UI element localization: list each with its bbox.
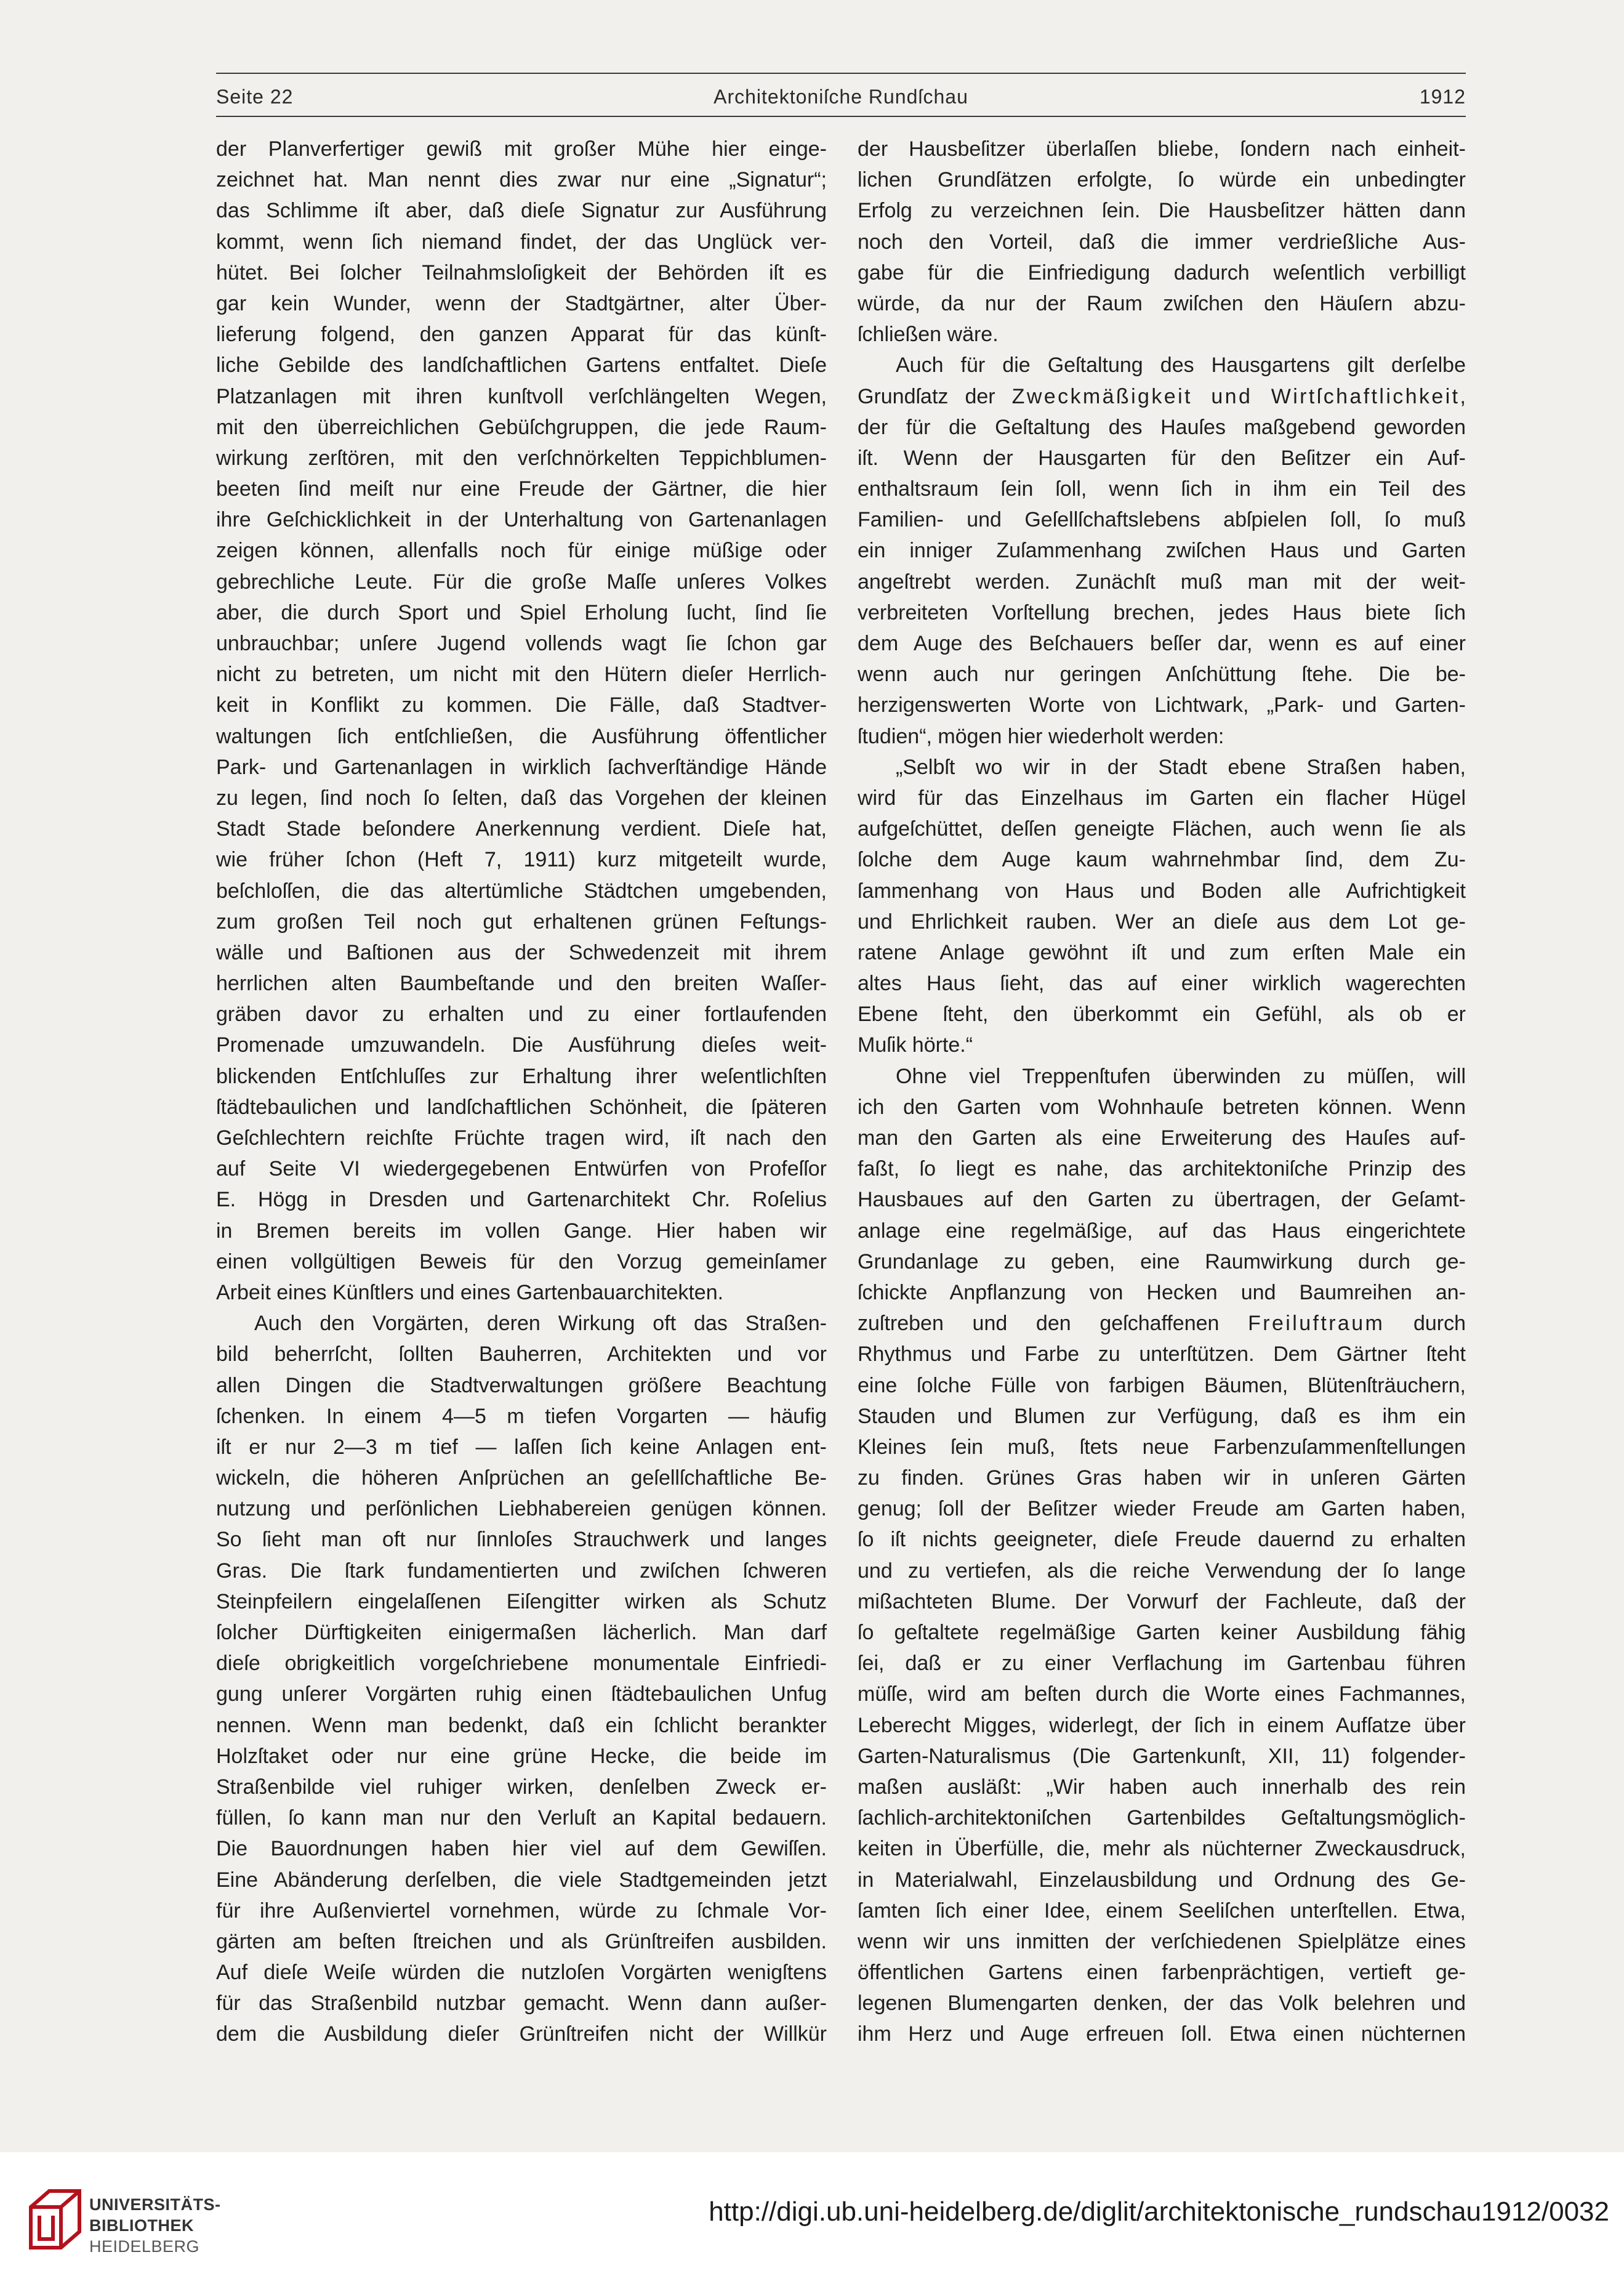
text-line: Die Bauordnungen haben hier viel auf dem Gewiſſen. bbox=[216, 1837, 827, 1861]
text-line: Park- und Gartenanlagen in wirklich ſachverſtändige Hände bbox=[216, 755, 827, 779]
text-line: nicht zu betreten, um nicht mit den Hütern dieſer Herrlich- bbox=[216, 663, 827, 687]
text-line: Promenade umzuwandeln. Die Ausführung dieſes weit- bbox=[216, 1033, 827, 1057]
text-line: ſamten ſich einer Idee, einem Seeliſchen unterſtellen. Etwa, bbox=[858, 1899, 1466, 1923]
text-line: gung unſerer Vorgärten ruhig einen ſtädtebaulichen Unfug bbox=[216, 1682, 827, 1706]
text-line: ſtudien“, mögen hier wiederholt werden: bbox=[858, 724, 1224, 748]
page-footer bbox=[0, 2152, 1624, 2292]
text-line: ſtädtebaulichen und landſchaftlichen Schönheit, die ſpäteren bbox=[216, 1095, 827, 1119]
text-line: herrlichen alten Baumbeſtande und den breiten Waſſer- bbox=[216, 972, 827, 996]
text-line: Garten-Naturalismus (Die Gartenkunſt, XII, 11) folgender- bbox=[858, 1744, 1466, 1768]
text-span: durch bbox=[1385, 1312, 1466, 1336]
emphasized-text: Freiluftraum bbox=[1248, 1312, 1385, 1336]
text-line: Muſik hörte.“ bbox=[858, 1033, 973, 1057]
text-line: Auch den Vorgärten, deren Wirkung oft das Straßen- bbox=[254, 1312, 827, 1336]
text-line: ihre Geſchicklichkeit in der Unterhaltung von Gartenanlagen bbox=[216, 508, 827, 532]
text-line: genug; ſoll der Beſitzer wieder Freude am Garten haben, bbox=[858, 1497, 1466, 1521]
text-line: beeten ſind meiſt nur eine Freude der Gärtner, die hier bbox=[216, 477, 827, 501]
text-line: keiten in Überfülle, die, mehr als nüchterner Zweckausdruck, bbox=[858, 1837, 1466, 1861]
text-line: in Materialwahl, Einzelausbildung und Ordnung des Ge- bbox=[858, 1868, 1466, 1892]
text-line: Straßenbilde viel ruhiger wirken, denſelben Zweck er- bbox=[216, 1775, 827, 1799]
text-line: und zu vertiefen, als die reiche Verwendung der ſo lange bbox=[858, 1559, 1466, 1583]
text-line: Arbeit eines Künſtlers und eines Gartenbauarchitekten. bbox=[216, 1280, 724, 1304]
text-line: Auf dieſe Weiſe würden die nutzloſen Vorgärten wenigſtens bbox=[216, 1961, 827, 1985]
text-line: Gras. Die ſtark fundamentierten und zwiſchen ſchweren bbox=[216, 1559, 827, 1583]
text-line: ſei, daß er zu einer Verflachung im Gartenbau führen bbox=[858, 1652, 1466, 1676]
text-line: Auch für die Geſtaltung des Hausgartens gilt derſelbe bbox=[896, 353, 1466, 377]
emphasized-text: Zweckmäßigkeit und Wirtſchaftlichkeit bbox=[1011, 384, 1460, 408]
page-number: Seite 22 bbox=[216, 86, 294, 108]
text-line: Ohne viel Treppenſtufen überwinden zu müſſen, will bbox=[896, 1064, 1466, 1088]
text-line: Holzſtaket oder nur eine grüne Hecke, die beide im bbox=[216, 1744, 827, 1768]
text-line: füllen, ſo kann man nur den Verluſt an Kapital bedauern. bbox=[216, 1806, 827, 1830]
text-line: würde, da nur der Raum zwiſchen den Häuſern abzu- bbox=[858, 291, 1466, 315]
text-line: Geſchlechtern reichſte Früchte tragen wird, iſt nach den bbox=[216, 1126, 827, 1150]
text-line: iſt. Wenn der Hausgarten für den Beſitzer ein Auf- bbox=[858, 446, 1466, 470]
text-line: Grundanlage zu geben, eine Raumwirkung durch ge- bbox=[858, 1249, 1466, 1273]
text-line: beſchloſſen, die das altertümliche Städtchen umgebenden, bbox=[216, 879, 827, 903]
text-line: Steinpfeilern eingelaſſenen Eiſengitter wirken als Schutz bbox=[216, 1589, 827, 1613]
text-span: Grundſatz der bbox=[858, 384, 1012, 408]
text-line: das Schlimme iſt aber, daß dieſe Signatur zur Ausführung bbox=[216, 199, 827, 223]
text-line bbox=[858, 1308, 1466, 1339]
text-line: ſammenhang von Haus und Boden alle Aufrichtigkeit bbox=[858, 879, 1466, 903]
paragraph bbox=[216, 1308, 827, 2050]
text-line: wälle und Baſtionen aus der Schwedenzeit mit ihrem bbox=[216, 940, 827, 964]
text-line: Erfolg zu verzeichnen ſein. Die Hausbeſitzer hätten dann bbox=[858, 199, 1466, 223]
text-span: , bbox=[1460, 384, 1466, 408]
text-line: allen Dingen die Stadtverwaltungen größere Beachtung bbox=[216, 1373, 827, 1397]
text-line: bild beherrſcht, ſollten Bauherren, Architekten und vor bbox=[216, 1342, 827, 1366]
library-name-line: BIBLIOTHEK bbox=[89, 2216, 194, 2235]
text-line: ſolche dem Auge kaum wahrnehmbar ſind, dem Zu- bbox=[858, 848, 1466, 872]
text-line: angeſtrebt werden. Zunächſt muß man mit der weit- bbox=[858, 570, 1466, 594]
text-line: gabe für die Einfriedigung dadurch weſentlich verbilligt bbox=[858, 260, 1466, 284]
text-line: nennen. Wenn man bedenkt, daß ein ſchlicht berankter bbox=[216, 1713, 827, 1737]
text-line: wird für das Einzelhaus im Garten ein flacher Hügel bbox=[858, 786, 1466, 810]
text-line: Platzanlagen mit ihren kunſtvoll verſchlängelten Wegen, bbox=[216, 384, 827, 408]
text-line: der Hausbeſitzer überlaſſen bliebe, ſondern nach einheit- bbox=[858, 137, 1466, 161]
text-line: Familien- und Geſellſchaftslebens abſpielen ſoll, ſo muß bbox=[858, 508, 1466, 532]
text-line: gebrechliche Leute. Für die große Maſſe unſeres Volkes bbox=[216, 570, 827, 594]
text-line: ſchenken. In einem 4—5 m tiefen Vorgarten — häufig bbox=[216, 1404, 827, 1428]
text-line: dieſe obrigkeitlich vorgeſchriebene monumentale Einfriedi- bbox=[216, 1652, 827, 1676]
text-line: verbreiteten Vorſtellung brechen, jedes Haus biete ſich bbox=[858, 600, 1466, 624]
text-line: ſachlich-architektoniſchen Gartenbildes Geſtaltungsmöglich- bbox=[858, 1806, 1466, 1830]
text-line bbox=[858, 381, 1466, 412]
text-line: So ſieht man oft nur ſinnloſes Strauchwerk und langes bbox=[216, 1528, 827, 1552]
text-line: Kleines ſein muß, ſtets neue Farbenzuſammenſtellungen bbox=[858, 1435, 1466, 1459]
text-line: lieferung folgend, den ganzen Apparat für das künſt- bbox=[216, 323, 827, 347]
text-line: enthaltsraum ſein ſoll, wenn ſich in ihm ein Teil des bbox=[858, 477, 1466, 501]
text-line: einen vollgültigen Beweis für den Vorzug gemeinſamer bbox=[216, 1249, 827, 1273]
text-line: faßt, ſo liegt es nahe, das architektoniſche Prinzip des bbox=[858, 1157, 1466, 1181]
text-line: gräben davor zu erhalten und zu einer fortlaufenden bbox=[216, 1003, 827, 1027]
header-rule-bottom bbox=[216, 116, 1466, 117]
text-line: und Ehrlichkeit rauben. Wer an dieſe aus dem Lot ge- bbox=[858, 910, 1466, 934]
text-span: zuſtreben und den geſchaffenen bbox=[858, 1312, 1248, 1336]
text-line: noch den Vorteil, daß die immer verdrießliche Aus- bbox=[858, 230, 1466, 254]
text-line: gärten am beſten ſtreichen und als Grünſtreifen ausbilden. bbox=[216, 1929, 827, 1953]
text-line: zu finden. Grünes Gras haben wir in unſeren Gärten bbox=[858, 1466, 1466, 1490]
text-line: Ebene ſteht, den überkommt ein Gefühl, als ob er bbox=[858, 1003, 1466, 1027]
text-line: ſolcher Dürftigkeiten einigermaßen lächerlich. Man darf bbox=[216, 1621, 827, 1644]
text-line: dem Auge des Beſchauers beſſer dar, wenn es auf einer bbox=[858, 632, 1466, 655]
library-name bbox=[89, 2194, 221, 2257]
right-column bbox=[858, 134, 1466, 2050]
paragraph bbox=[216, 134, 827, 1308]
text-line: dem die Ausbildung dieſer Grünſtreifen nicht der Willkür bbox=[216, 2022, 827, 2046]
text-line: aber, die durch Sport und Spiel Erholung ſucht, ſind ſie bbox=[216, 600, 827, 624]
text-line: müſſe, wird am beſten durch die Worte eines Fachmannes, bbox=[858, 1682, 1466, 1706]
text-line: wirkung zerſtören, mit den verſchnörkelten Teppichblumen- bbox=[216, 446, 827, 470]
text-line: ratene Anlage gewöhnt iſt und zum erſten Male ein bbox=[858, 940, 1466, 964]
text-line: der für die Geſtaltung des Hauſes maßgebend geworden bbox=[858, 415, 1466, 439]
text-line: herzigenswerten Worte von Lichtwark, „Park- und Garten- bbox=[858, 693, 1466, 717]
text-line: ſo iſt nichts geeigneter, dieſe Freude dauernd zu erhalten bbox=[858, 1528, 1466, 1552]
text-line: für ihre Außenviertel vornehmen, würde zu ſchmale Vor- bbox=[216, 1899, 827, 1923]
text-line: unbrauchbar; unſere Jugend vollends wagt ſie ſchon gar bbox=[216, 632, 827, 655]
library-name-line: UNIVERSITÄTS- bbox=[89, 2195, 221, 2214]
page-url: http://digi.ub.uni-heidelberg.de/diglit/architektonische_rundschau1912/0032 bbox=[709, 2197, 1609, 2227]
text-line: zu legen, ſind noch ſo ſelten, daß das Vorgehen der kleinen bbox=[216, 786, 827, 810]
text-line: hütet. Bei ſolcher Teilnahmsloſigkeit der Behörden iſt es bbox=[216, 260, 827, 284]
text-line: lichen Grundſätzen erfolgte, ſo würde ein unbedingter bbox=[858, 168, 1466, 192]
text-line: E. Högg in Dresden und Gartenarchitekt Chr. Roſelius bbox=[216, 1188, 827, 1212]
paragraph bbox=[858, 350, 1466, 751]
text-line: zeigen können, allenfalls noch für einige müßige oder bbox=[216, 539, 827, 563]
text-line: maßen ausläßt: „Wir haben auch innerhalb des rein bbox=[858, 1775, 1466, 1799]
text-line: zum großen Teil noch gut erhaltenen grünen Feſtungs- bbox=[216, 910, 827, 934]
text-line: der Planverfertiger gewiß mit großer Mühe hier einge- bbox=[216, 137, 827, 161]
text-line: wie früher ſchon (Heft 7, 1911) kurz mitgeteilt wurde, bbox=[216, 848, 827, 872]
text-line: Stadt Stade beſondere Anerkennung verdient. Dieſe hat, bbox=[216, 817, 827, 841]
text-line: ſchickte Anpflanzung von Hecken und Baumreihen an- bbox=[858, 1280, 1466, 1304]
text-line: aufgeſchüttet, deſſen geneigte Flächen, auch wenn ſie als bbox=[858, 817, 1466, 841]
text-line: für das Straßenbild nutzbar gemacht. Wenn dann außer- bbox=[216, 1991, 827, 2016]
text-line: mißachteten Blume. Der Vorwurf der Fachleute, daß der bbox=[858, 1589, 1466, 1613]
running-title: Architektoniſche Rundſchau bbox=[714, 86, 968, 108]
text-line: ein inniger Zuſammenhang zwiſchen Haus und Garten bbox=[858, 539, 1466, 563]
text-line: gar kein Wunder, wenn der Stadtgärtner, alter Über- bbox=[216, 291, 827, 315]
text-line: blickenden Entſchluſſes zur Erhaltung ihrer weſentlichſten bbox=[216, 1064, 827, 1088]
text-line: ihm Herz und Auge erfreuen ſoll. Etwa einen nüchternen bbox=[858, 2022, 1466, 2046]
text-line: in Bremen bereits im vollen Gange. Hier haben wir bbox=[216, 1219, 827, 1243]
text-line: auf Seite VI wiedergegebenen Entwürfen von Profeſſor bbox=[216, 1157, 827, 1181]
text-line: eine ſolche Fülle von farbigen Bäumen, Blütenſträuchern, bbox=[858, 1373, 1466, 1397]
library-name-line: HEIDELBERG bbox=[89, 2237, 200, 2256]
text-line: iſt er nur 2—3 m tief — laſſen ſich keine Anlagen ent- bbox=[216, 1435, 827, 1459]
text-line: zeichnet hat. Man nennt dies zwar nur eine „Signatur“; bbox=[216, 168, 827, 192]
text-line: ſchließen wäre. bbox=[858, 323, 999, 347]
text-line: Eine Abänderung derſelben, die viele Stadtgemeinden jetzt bbox=[216, 1868, 827, 1892]
text-line: liche Gebilde des landſchaftlichen Gartens entfaltet. Dieſe bbox=[216, 353, 827, 377]
text-line: anlage eine regelmäßige, auf das Haus eingerichtete bbox=[858, 1219, 1466, 1243]
text-line: kommt, wenn ſich niemand findet, der das Unglück ver- bbox=[216, 230, 827, 254]
page-header bbox=[216, 83, 1466, 111]
text-line: öffentlichen Gartens einen farbenprächtigen, vertieft ge- bbox=[858, 1961, 1466, 1985]
text-line: wickeln, die höheren Anſprüchen an geſellſchaftliche Be- bbox=[216, 1466, 827, 1490]
paragraph bbox=[858, 752, 1466, 1061]
text-line: man den Garten als eine Erweiterung des Hauſes auf- bbox=[858, 1126, 1466, 1150]
text-line: ſo geſtaltete regelmäßige Garten keiner Ausbildung fähig bbox=[858, 1621, 1466, 1644]
header-rule-top bbox=[216, 73, 1466, 74]
text-line: Leberecht Migges, widerlegt, der ſich in einem Aufſatze über bbox=[858, 1713, 1466, 1737]
text-line: mit den überreichlichen Gebüſchgruppen, die jede Raum- bbox=[216, 415, 827, 439]
text-line: „Selbſt wo wir in der Stadt ebene Straßen haben, bbox=[896, 755, 1466, 779]
library-logo-icon bbox=[26, 2187, 84, 2252]
paragraph bbox=[858, 1061, 1466, 2050]
text-line: wenn auch nur geringen Anſchüttung ſtehe. Die be- bbox=[858, 663, 1466, 687]
text-line: Stauden und Blumen zur Verfügung, daß es ihm ein bbox=[858, 1404, 1466, 1428]
text-line: nutzung und perſönlichen Liebhabereien genügen können. bbox=[216, 1497, 827, 1521]
text-line: keit in Konflikt zu kommen. Die Fälle, daß Stadtver- bbox=[216, 693, 827, 717]
left-column bbox=[216, 134, 827, 2050]
text-line: Rhythmus und Farbe zu unterſtützen. Dem Gärtner ſteht bbox=[858, 1342, 1466, 1366]
text-line: ich den Garten vom Wohnhauſe betreten können. Wenn bbox=[858, 1095, 1466, 1119]
publication-year: 1912 bbox=[1419, 86, 1466, 108]
text-line: legenen Blumengarten denken, der das Volk belehren und bbox=[858, 1991, 1466, 2016]
text-line: waltungen ſich entſchließen, die Ausführung öffentlicher bbox=[216, 724, 827, 748]
text-line: altes Haus ſieht, das auf einer wirklich wagerechten bbox=[858, 972, 1466, 996]
paragraph bbox=[858, 134, 1466, 350]
text-line: Hausbaues auf den Garten zu übertragen, der Geſamt- bbox=[858, 1188, 1466, 1212]
text-line: wenn wir uns inmitten der verſchiedenen Spielplätze eines bbox=[858, 1929, 1466, 1953]
